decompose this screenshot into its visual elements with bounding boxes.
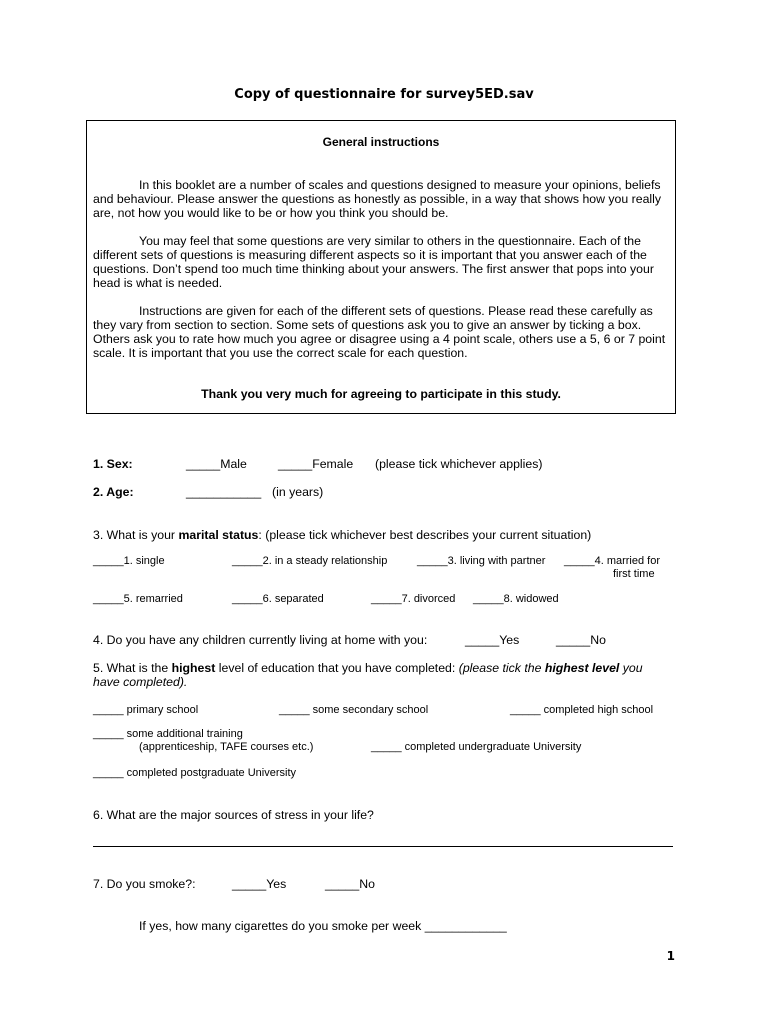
q1-female-option[interactable]: _____Female — [278, 457, 354, 471]
instructions-paragraph-1: In this booklet are a number of scales and questions designed to measure your opinions, beliefs and behaviour. Please answer the questions as honestly as possible, in a way that shows how you really are, not how you would like to be or how you think you should be. — [93, 178, 662, 220]
q6-question: 6. What are the major sources of stress in your life? — [93, 808, 374, 822]
instructions-paragraph-2: You may feel that some questions are very similar to others in the questionnaire. Each of the different sets of questions is measuring different aspects so it is important that you answer each of the questions. Don’t spend too much time thinking about your answers. The first answer that pops into your head is what is needed. — [93, 234, 654, 290]
q5-option-undergraduate[interactable]: _____ completed undergraduate University — [371, 741, 582, 753]
q3-option-married-line2: first time — [613, 568, 655, 580]
q2-note: (in years) — [272, 485, 324, 499]
q3-option-separated[interactable]: _____6. separated — [232, 593, 324, 605]
q7-yes-option[interactable]: _____Yes — [232, 877, 287, 891]
instructions-heading: General instructions — [322, 135, 440, 149]
q3-question: 3. What is your marital status: (please tick whichever best describes your current situation) — [93, 528, 592, 542]
q3-option-single[interactable]: _____1. single — [93, 555, 165, 567]
q4-yes-option[interactable]: _____Yes — [465, 633, 520, 647]
q3-option-widowed[interactable]: _____8. widowed — [473, 593, 559, 605]
instructions-paragraph-3: Instructions are given for each of the different sets of questions. Please read these carefully as they vary from section to section. Some sets of questions ask you to give an answer by ticking a box. Others ask you to rate how much you agree or disagree using a 4 point scale, others use a 5, 6 or 7 point scale. It is important that you use the correct scale for each question. — [93, 304, 666, 360]
q1-male-option[interactable]: _____Male — [186, 457, 247, 471]
q2-label: 2. Age: — [93, 485, 134, 499]
q5-question-line2: have completed). — [93, 675, 188, 689]
q5-question: 5. What is the highest level of education that you have completed: (please tick the highest level you — [93, 661, 643, 675]
q1-label: 1. Sex: — [93, 457, 133, 471]
instructions-box — [86, 120, 676, 414]
q4-question: 4. Do you have any children currently living at home with you: — [93, 633, 428, 647]
thanks-message: Thank you very much for agreeing to participate in this study. — [201, 387, 561, 401]
q1-note: (please tick whichever applies) — [375, 457, 543, 471]
q5-option-secondary[interactable]: _____ some secondary school — [279, 704, 429, 716]
q7-label: 7. Do you smoke?: — [93, 877, 196, 891]
q5-option-postgraduate[interactable]: _____ completed postgraduate University — [93, 767, 297, 779]
q5-option-high-school[interactable]: _____ completed high school — [510, 704, 654, 716]
page-number: 1 — [666, 949, 675, 963]
document-title: Copy of questionnaire for survey5ED.sav — [234, 87, 534, 102]
q3-option-steady-relationship[interactable]: _____2. in a steady relationship — [232, 555, 388, 567]
q3-option-married[interactable]: _____4. married for — [564, 555, 660, 567]
q5-option-training[interactable]: _____ some additional training — [93, 728, 243, 740]
q2-age-field[interactable]: ___________ — [186, 485, 262, 499]
q5-option-primary[interactable]: _____ primary school — [93, 704, 199, 716]
q3-option-divorced[interactable]: _____7. divorced — [371, 593, 456, 605]
q7-no-option[interactable]: _____No — [325, 877, 375, 891]
q3-option-living-with-partner[interactable]: _____3. living with partner — [417, 555, 546, 567]
q7-followup[interactable]: If yes, how many cigarettes do you smoke per week ____________ — [139, 919, 507, 933]
q5-option-training-detail: (apprenticeship, TAFE courses etc.) — [139, 741, 314, 753]
q3-option-remarried[interactable]: _____5. remarried — [93, 593, 183, 605]
q6-answer-line[interactable] — [93, 846, 673, 847]
q4-no-option[interactable]: _____No — [556, 633, 606, 647]
